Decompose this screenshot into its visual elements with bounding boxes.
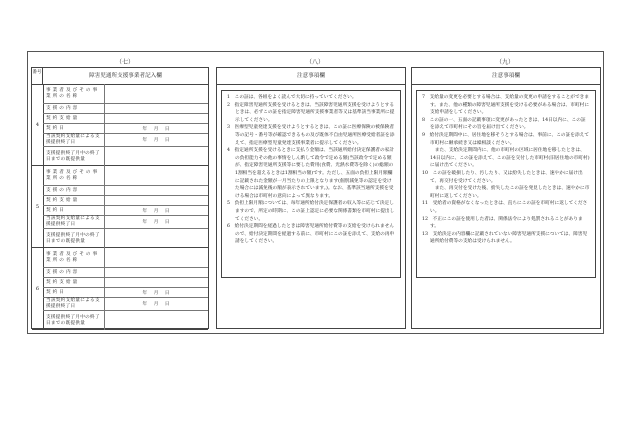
- field-label: 支援提供終了月中の終了日までの既提供量: [43, 147, 105, 166]
- field-value[interactable]: [105, 114, 208, 123]
- provider-entry-header: [32, 68, 208, 85]
- field-value[interactable]: [105, 229, 208, 248]
- field-value[interactable]: [105, 278, 208, 287]
- provider-field-row: [43, 186, 208, 196]
- field-label: 契 約 支 給 量: [43, 114, 105, 123]
- field-label: 支 援 の 内 容: [43, 104, 105, 113]
- group-number: 5: [32, 166, 44, 247]
- provider-field-row: [43, 248, 208, 268]
- provider-field-row: [43, 229, 208, 248]
- field-label: 事 業 者 及 び そ の 事 業 所 の 名 称: [43, 166, 105, 185]
- field-label: 支 援 の 内 容: [43, 268, 105, 277]
- field-label: 当該契約支給量による支援提供終了日: [43, 216, 105, 228]
- field-value[interactable]: 年 月 日: [142, 302, 171, 307]
- note-paragraph: 7 支給量の変更を必要とする場合は、支給量の変更の申請をすることができます。また、他の種類の障害児通所支援を受ける必要がある場合は、市町村に支給申請をしてください。: [422, 95, 590, 116]
- note-paragraph: 12 不正にこの証を使用した者は、関係法令により処罰されることがあります。: [422, 216, 583, 230]
- field-value[interactable]: 年 月 日: [142, 290, 171, 296]
- provider-field-row: [43, 311, 208, 330]
- group-number: 4: [32, 84, 44, 165]
- note-paragraph: 4 指定通所支援を受けるときに支払う金額は、当該通所給付決定保護者の家計の負担能力その他の事情をしん酌して政令で定める額(当該政令で定める額が、指定障害児通所支援等に要した費用(食費、光熱水費等を除く)の総額の1割相当を超えるときは1割相当の額)です。ただし、五面の負担上限月額欄に記載された金額が一月当たりの上限となります(個別減免等の認定を受けた場合には減免後の額が表示されています。)。なお、基準該当通所支援を受ける場合は市町村の意向によって異なります。: [227, 148, 395, 199]
- provider-field-row: [43, 268, 208, 278]
- provider-group: [32, 248, 208, 330]
- field-label: 契 約 支 給 量: [43, 278, 105, 287]
- field-label: 契 約 日: [43, 288, 105, 297]
- provider-field-row: [43, 166, 208, 186]
- provider-field-row: [43, 134, 208, 147]
- field-label: 支援提供終了月中の終了日までの既提供量: [43, 229, 105, 248]
- notes-panel-9: [411, 67, 601, 329]
- panel-number-7: （七）: [115, 59, 134, 66]
- notes-box-9: [416, 90, 596, 278]
- field-label: 当該契約支給量による支援提供終了日: [43, 298, 105, 310]
- notes-box-8: [221, 90, 401, 278]
- note-paragraph: 13 支給決定の内容欄に記載されていない障害児通所支援については、障害児通所給付費等の支給は受けられません。: [422, 231, 588, 245]
- provider-field-row: [43, 196, 208, 206]
- field-label: 支 援 の 内 容: [43, 186, 105, 195]
- note-paragraph: 6 給付決定期間を経過したときは障害児通所給付費等の支給を受けられませんので、給付決定期間を経過する前に、市町村にこの証を添えて、支給の再申請をしてください。: [227, 224, 395, 245]
- field-value[interactable]: [105, 166, 208, 185]
- group-number: 6: [32, 248, 44, 329]
- notes-title-9: 注意事項欄: [412, 68, 600, 85]
- field-label: 契 約 支 給 量: [43, 196, 105, 205]
- provider-field-row: [43, 288, 208, 298]
- note-paragraph: 11 受給者の資格がなくなったときは、直ちにこの証を市町村に返してください。: [422, 201, 588, 214]
- provider-field-row: [43, 278, 208, 288]
- field-value[interactable]: [105, 84, 208, 103]
- field-value[interactable]: [105, 311, 208, 330]
- note-paragraph: また、再交付を受けた後、紛失したこの証を発見したときは、速やかに市町村に返してください。: [430, 186, 590, 199]
- note-paragraph: 8 この証の一、五面の記載事項に変更があったときは、14日以内に、この証を添えて市町村にその旨を届け出てください。: [422, 117, 586, 131]
- provider-field-row: [43, 84, 208, 104]
- field-label: 事 業 者 及 び そ の 事 業 所 の 名 称: [43, 248, 105, 267]
- field-value[interactable]: 年 月 日: [142, 220, 171, 225]
- field-value[interactable]: [105, 196, 208, 205]
- field-label: 支援提供終了月中の終了日までの既提供量: [43, 311, 105, 330]
- provider-group: [32, 84, 208, 166]
- number-column-header: 番号: [32, 68, 43, 84]
- provider-field-row: [43, 104, 208, 114]
- provider-field-row: [43, 298, 208, 311]
- field-value[interactable]: 年 月 日: [142, 208, 171, 214]
- provider-group: [32, 166, 208, 248]
- field-label: 当該契約支給量による支援提供終了日: [43, 134, 105, 146]
- note-paragraph: 1 この証は、各組をよく読んで大切に持っていてください。: [227, 95, 357, 100]
- field-value[interactable]: [105, 268, 208, 277]
- provider-entry-panel: [31, 67, 209, 329]
- note-paragraph: 9 給付決定期間中に、居住地を移そうとする場合は、事前に、この証を添えて市町村に継承続き又は繰相談ください。: [422, 132, 590, 146]
- provider-field-row: [43, 124, 208, 134]
- notes-title-8: 注意事項欄: [217, 68, 405, 85]
- notes-panel-8: [216, 67, 406, 329]
- provider-entry-title: 障害児通所支援事業者記入欄: [89, 73, 162, 79]
- provider-field-row: [43, 114, 208, 124]
- note-paragraph: 3 医療型児童発達支援を受けようとするときは、この証に医療保険の被保険者等の記号・番号等が確認できるもの及び既体不自由児通所医療受給者証を添えて、指定医療型児童発達支援事業者に提示してください。: [227, 125, 395, 146]
- provider-field-row: [43, 147, 208, 166]
- panel-number-8: （八）: [305, 59, 324, 66]
- provider-field-row: [43, 206, 208, 216]
- field-value[interactable]: [105, 104, 208, 113]
- field-value[interactable]: [105, 147, 208, 166]
- field-label: 契 約 日: [43, 206, 105, 215]
- field-label: 事 業 者 及 び そ の 事 業 所 の 名 称: [43, 84, 105, 103]
- provider-field-row: [43, 216, 208, 229]
- field-value[interactable]: [105, 248, 208, 267]
- note-paragraph: 5 負担上限月額については、毎年通所給付決定保護者の収入等に応じて決定しますので、所定の時期に、この証上認定に必要な関係書類を市町村に提出してください。: [227, 201, 395, 222]
- field-value[interactable]: [105, 186, 208, 195]
- field-value[interactable]: 年 月 日: [142, 126, 171, 132]
- note-paragraph: 10 この証を破損したり、汚したり、又は紛失したときは、速やかに届け出て、再交付を受けてください。: [422, 170, 583, 184]
- note-paragraph: また、支給決定期間内に、他の市町村の区域に居住地を移したときは、14日以内に、この証を添えて、この証を交付した市町村(旧居住地の市町村)に届け出てください。: [430, 148, 590, 169]
- note-paragraph: 2 指定障害児通所支援を受けるときは、当該障害児通所支援を受けようとするときは、必ずこの証を指定障害児通所支援事業者等又は基準該当事業所に提示してください。: [227, 102, 395, 123]
- panel-number-9: （九）: [495, 59, 514, 66]
- field-label: 契 約 日: [43, 124, 105, 133]
- field-value[interactable]: 年 月 日: [142, 138, 171, 143]
